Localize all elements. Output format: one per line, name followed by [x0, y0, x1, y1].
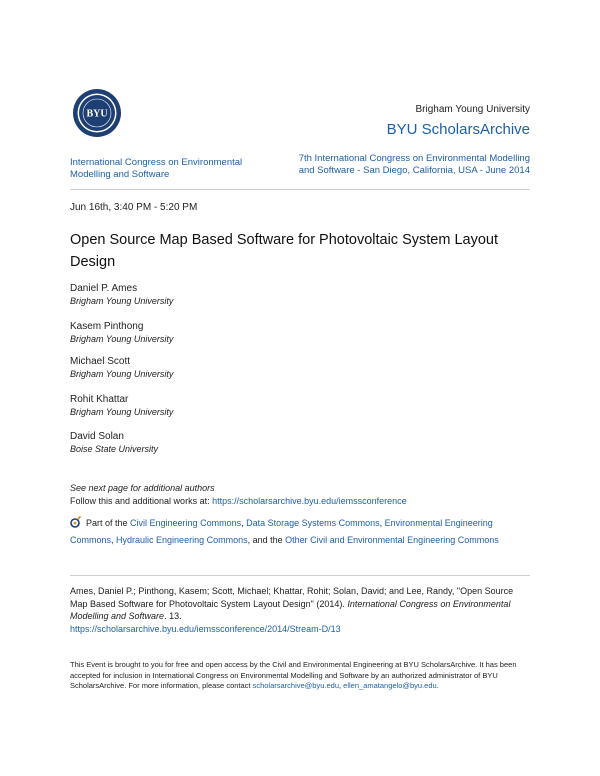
- commons-link[interactable]: Data Storage Systems Commons: [246, 518, 380, 528]
- citation-journal: International Congress on Environmental Modelling and Software: [70, 598, 511, 621]
- divider: [70, 575, 530, 576]
- byu-seal-logo: [72, 88, 122, 138]
- author-entry: [70, 393, 173, 419]
- commons-prefix: Part of the: [86, 518, 131, 528]
- citation-text: Ames, Daniel P.; Pinthong, Kasem; Scott, Michael; Khattar, Rohit; Solan, David; and Lee, Randy, "Open Source Map Based Software for Photovoltaic System Layout Design" (2014).: [70, 586, 514, 609]
- author-affiliation: Brigham Young University: [70, 296, 174, 306]
- event-date: Jun 16th, 3:40 PM - 5:20 PM: [70, 202, 198, 213]
- commons-link[interactable]: Hydraulic Engineering Commons: [116, 535, 248, 545]
- author-affiliation: Boise State University: [70, 444, 159, 454]
- author-name: David Solan: [70, 431, 124, 442]
- author-name: Rohit Khattar: [70, 394, 129, 405]
- follow-text: Follow this and additional works at:: [70, 496, 213, 506]
- author-affiliation: Brigham Young University: [70, 369, 174, 379]
- citation-volume: . 13.: [164, 611, 182, 621]
- disclaimer-text: This Event is brought to you for free and open access by the Civil and Environmental Engineering at BYU ScholarsArchive. It has been accepted for inclusion in International Congress on Environmental Modelling and Software by an authorized administrator of BYU ScholarsArchive. For more information, please contact: [70, 660, 517, 690]
- contact-email-link[interactable]: ellen_amatangelo@byu.edu: [343, 681, 437, 690]
- commons-link[interactable]: Environmental Engineering Commons: [70, 518, 493, 545]
- author-entry: [70, 282, 173, 308]
- page-title: Open Source Map Based Software for Photovoltaic System Layout Design: [70, 232, 498, 270]
- more-authors-note: See next page for additional authors: [70, 483, 215, 493]
- commons-separator: , and the: [247, 535, 286, 545]
- author-entry: [70, 320, 173, 346]
- follow-line: [70, 495, 407, 507]
- university-name: Brigham Young University: [415, 104, 530, 115]
- divider: [70, 189, 530, 190]
- citation-url-link[interactable]: https://scholarsarchive.byu.edu/iemssconference/2014/Stream-D/13: [70, 623, 341, 634]
- commons-link[interactable]: Civil Engineering Commons: [130, 518, 242, 528]
- conference-series-link[interactable]: International Congress on Environmental Modelling and Software: [70, 157, 243, 180]
- disclaimer-end: .: [436, 681, 439, 690]
- author-entry: [70, 430, 158, 456]
- conference-event-link[interactable]: 7th International Congress on Environmental Modelling and Software - San Diego, California, USA - June 2014: [298, 153, 530, 176]
- author-entry: [70, 355, 173, 381]
- seal-text: BYU: [86, 108, 108, 120]
- email-separator: ,: [339, 681, 344, 690]
- disclaimer: [70, 660, 530, 692]
- commons-separator: ,: [111, 535, 117, 545]
- author-name: Daniel P. Ames: [70, 283, 138, 294]
- citation: [70, 585, 530, 635]
- commons-separator: ,: [241, 518, 247, 528]
- archive-name-link[interactable]: BYU ScholarsArchive: [386, 121, 530, 138]
- author-affiliation: Brigham Young University: [70, 334, 174, 344]
- commons-list: [70, 515, 530, 549]
- open-access-icon: [70, 515, 83, 528]
- author-name: Michael Scott: [70, 356, 131, 367]
- commons-link[interactable]: Other Civil and Environmental Engineering Commons: [285, 535, 499, 545]
- author-affiliation: Brigham Young University: [70, 407, 174, 417]
- contact-email-link[interactable]: scholarsarchive@byu.edu: [252, 681, 339, 690]
- commons-separator: ,: [379, 518, 385, 528]
- author-name: Kasem Pinthong: [70, 321, 144, 332]
- follow-url-link[interactable]: https://scholarsarchive.byu.edu/iemssconference: [212, 496, 407, 506]
